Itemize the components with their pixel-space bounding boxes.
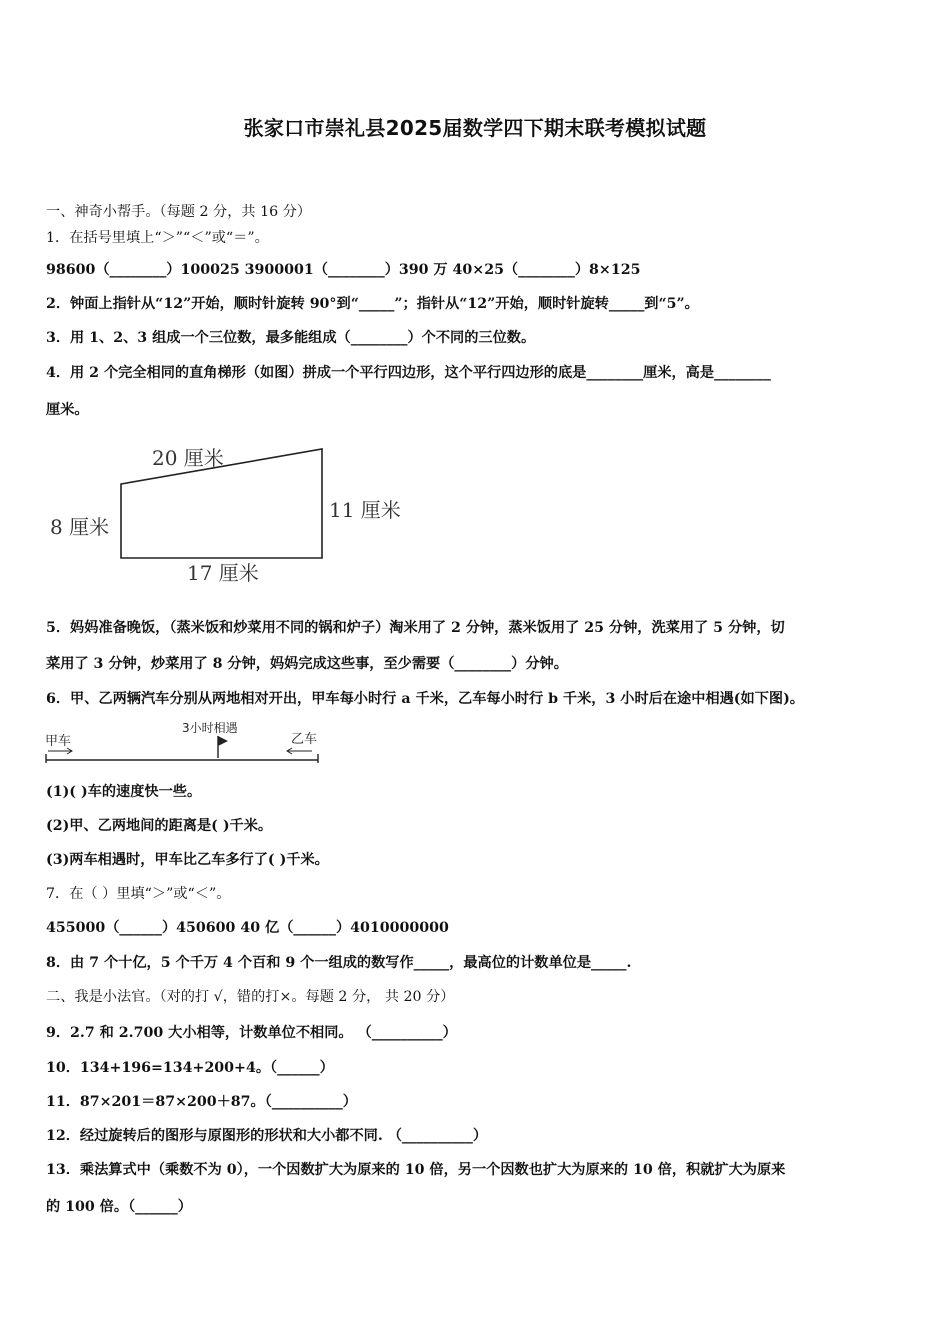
question-1-items: 98600（________）100025 3900001（________）390 万 40×25（________）8×125 [46,262,641,278]
question-8: 8．由 7 个十亿，5 个千万 4 个百和 9 个一组成的数写作_____，最高位的计数单位是_____. [46,955,632,971]
car-a-label: 甲车 [45,734,72,749]
section-2-header: 二、我是小法官。（对的打 √，错的打×。每题 2 分， 共 20 分） [46,989,455,1005]
question-11: 11．87×201＝87×200＋87。（__________） [46,1094,357,1110]
question-7-stem: 7．在（ ）里填“＞”或“＜”。 [46,886,231,902]
question-7-items: 455000（______）450600 40 亿（______）4010000000 [46,920,449,936]
section-1-header: 一、神奇小帮手。（每题 2 分，共 16 分） [46,204,312,220]
question-6-sub-2: (2)甲、乙两地间的距离是( )千米。 [46,818,273,834]
trapezoid-left-label: 8 厘米 [50,515,110,539]
question-9: 9．2.7 和 2.700 大小相等，计数单位不相同。 （__________） [46,1025,457,1041]
trapezoid-top-label: 20 厘米 [152,446,224,470]
question-12: 12．经过旋转后的图形与原图形的形状和大小都不同. （__________） [46,1128,488,1144]
trapezoid-right-label: 11 厘米 [329,498,401,522]
question-1-stem: 1．在括号里填上“＞”“＜”或“＝”。 [46,230,269,246]
meeting-diagram [44,718,329,766]
question-6-stem: 6．甲、乙两辆汽车分别从两地相对开出，甲车每小时行 a 千米，乙车每小时行 b 千米，3 小时后在途中相遇(如下图)。 [46,691,804,707]
question-5-line-1: 5．妈妈准备晚饭，（蒸米饭和炒菜用不同的锅和炉子）淘米用了 2 分钟，蒸米饭用了 25 分钟，洗菜用了 5 分钟，切 [46,620,785,636]
question-6-sub-3: (3)两车相遇时，甲车比乙车多行了( )千米。 [46,852,329,868]
meet-label: 3小时相遇 [182,721,238,735]
car-b-label: 乙车 [291,732,318,747]
trapezoid-figure [46,438,416,590]
question-2: 2．钟面上指针从“12”开始，顺时针旋转 90°到“_____”；指针从“12”开始，顺时针旋转_____到“5”。 [46,296,699,312]
trapezoid-bottom-label: 17 厘米 [187,561,259,585]
question-13-line-1: 13．乘法算式中（乘数不为 0），一个因数扩大为原来的 10 倍，另一个因数也扩大为原来的 10 倍，积就扩大为原来 [46,1162,786,1178]
question-10: 10．134+196=134+200+4。（______） [46,1060,334,1076]
question-6-sub-1: (1)( )车的速度快一些。 [46,784,202,800]
question-3: 3．用 1、2、3 组成一个三位数，最多能组成（________）个不同的三位数。 [46,330,536,346]
question-13-line-2: 的 100 倍。（______） [46,1199,192,1215]
question-4-line-2: 厘米。 [46,402,89,418]
flag-icon [218,736,228,746]
question-5-line-2: 菜用了 3 分钟，炒菜用了 8 分钟，妈妈完成这些事，至少需要（________）分钟。 [46,656,568,672]
question-4-line-1: 4．用 2 个完全相同的直角梯形（如图）拼成一个平行四边形，这个平行四边形的底是________厘米，高是________ [46,365,771,381]
page-title: 张家口市崇礼县2025届数学四下期末联考模拟试题 [243,116,707,140]
